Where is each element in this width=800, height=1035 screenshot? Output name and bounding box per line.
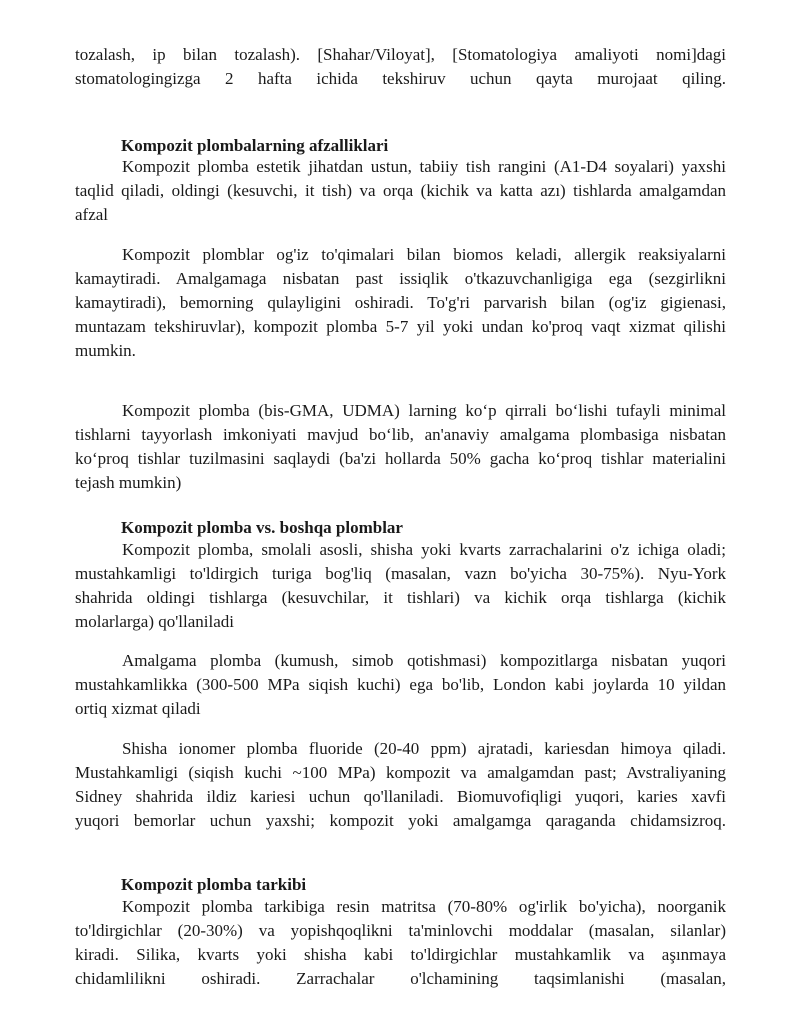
paragraph-biocompatibility <box>75 243 726 363</box>
paragraph-amalgam <box>75 649 726 721</box>
paragraph-minimal-preparation <box>75 399 726 495</box>
paragraph-composition <box>75 895 726 991</box>
text-line: afzal <box>75 205 109 224</box>
text-line: shahrida oldingi tishlarga (kesuvchilar, it tishlari) va kichik orqa tishlarga (kichik <box>75 588 726 607</box>
text-line: Mustahkamligi (siqish kuchi ~100 MPa) kompozit va amalgamdan past; Avstraliyaning <box>75 763 726 782</box>
text-line: taqlid qiladi, oldingi (kesuvchi, it tish) va orqa (kichik va katta azı) tishlarda amalgamdan <box>75 181 726 200</box>
text-line: Shisha ionomer plomba fluoride (20-40 ppm) ajratadi, kariesdan himoya qiladi. <box>122 739 726 758</box>
text-line: yuqori bemorlar uchun yaxshi; kompozit yoki amalgamga qaraganda chidamsizroq. <box>75 811 726 830</box>
text-line: Kompozit plomba (bis-GMA, UDMA) larning koʻp qirrali boʻlishi tufayli minimal <box>122 401 726 420</box>
text-line: muntazam tekshiruvlar), kompozit plomba 5-7 yil yoki undan ko'proq vaqt xizmat qilishi <box>75 317 726 336</box>
paragraph-aesthetics <box>75 155 726 227</box>
text-line: tozalash, ip bilan tozalash). [Shahar/Viloyat], [Stomatologiya amaliyoti nomi]dagi <box>75 45 726 64</box>
section-heading-comparison: Kompozit plomba vs. boshqa plomblar <box>121 518 403 537</box>
text-line: molarlarga) qo'llaniladi <box>75 612 235 631</box>
paragraph-continuation <box>75 43 726 91</box>
text-line: kiradi. Silika, kvarts yoki shisha kabi to'ldirgichlar mustahkamlik va aşınmaya <box>75 945 726 964</box>
section-heading-advantages: Kompozit plombalarning afzalliklari <box>121 136 389 155</box>
text-line: kamaytiradi), bemorning qulayligini oshiradi. To'g'ri parvarish bilan (og'iz gigienasi, <box>75 293 726 312</box>
text-line: Sidney shahrida ildiz kariesi uchun qo'llaniladi. Biomuvofiqligi yuqori, karies xavfi <box>75 787 726 806</box>
text-line: mustahkamligi to'ldirgich turiga bog'liq (masalan, vazn bo'yicha 30-75%). Nyu-York <box>75 564 726 583</box>
text-line: Kompozit plomblar og'iz to'qimalari bilan biomos keladi, allergik reaksiyalarni <box>122 245 726 264</box>
text-line: ortiq xizmat qiladi <box>75 699 201 718</box>
paragraph-composite <box>75 538 726 634</box>
text-line: tejash mumkin) <box>75 473 182 492</box>
text-line: kamaytiradi. Amalgamaga nisbatan past issiqlik o'tkazuvchanligiga ega (sezgirlikni <box>75 269 726 288</box>
text-line: Kompozit plomba, smolali asosli, shisha yoki kvarts zarrachalarini o'z ichiga oladi; <box>122 540 726 559</box>
text-line: mustahkamlikka (300-500 MPa siqish kuchi) ega bo'lib, London kabi joylarda 10 yildan <box>75 675 726 694</box>
text-line: chidamlilikni oshiradi. Zarrachalar o'lchamining taqsimlanishi (masalan, <box>75 969 726 988</box>
text-line: to'ldirgichlar (20-30%) va yopishqoqlikni ta'minlovchi moddalar (masalan, silanlar) <box>75 921 726 940</box>
text-line: Kompozit plomba tarkibiga resin matritsa (70-80% og'irlik bo'yicha), noorganik <box>122 897 726 916</box>
text-line: Amalgama plomba (kumush, simob qotishmasi) kompozitlarga nisbatan yuqori <box>122 651 726 670</box>
text-line: stomatologingizga 2 hafta ichida tekshiruv uchun qayta murojaat qiling. <box>75 69 726 88</box>
text-line: tishlarni tayyorlash imkoniyati mavjud boʻlib, an'anaviy amalgama plombasiga nisbatan <box>75 425 726 444</box>
text-line: Kompozit plomba estetik jihatdan ustun, tabiiy tish rangini (A1-D4 soyalari) yaxshi <box>122 157 726 176</box>
section-heading-composition: Kompozit plomba tarkibi <box>121 875 307 894</box>
text-line: mumkin. <box>75 341 136 360</box>
text-line: koʻproq tishlar tuzilmasini saqlaydi (ba'zi hollarda 50% gacha koʻproq tishlar materialini <box>75 449 726 468</box>
paragraph-glass-ionomer <box>75 737 726 833</box>
